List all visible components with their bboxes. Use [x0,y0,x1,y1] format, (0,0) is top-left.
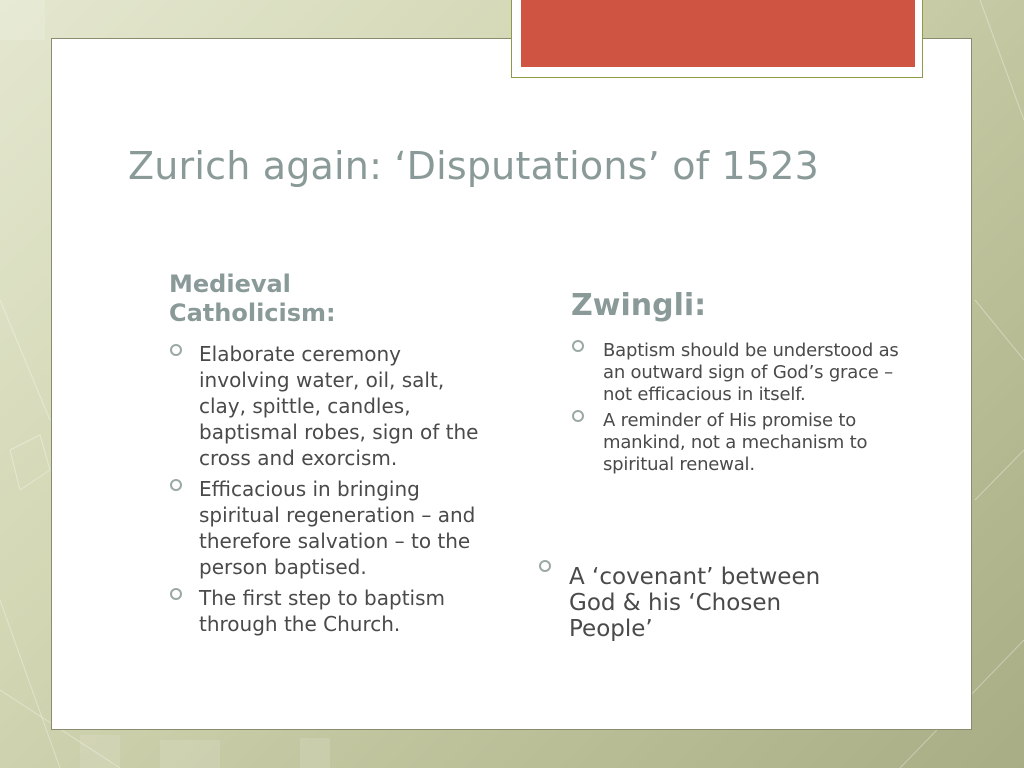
bullet-text: Efficacious in bringing spiritual regeneration – and therefore salvation – to the person baptised. [199,477,476,579]
bullet-text: A reminder of His promise to mankind, not a mechanism to spiritual renewal. [603,410,868,475]
list-item [603,340,903,406]
bullet-text: A ‘covenant’ between God & his ‘Chosen People’ [569,564,821,642]
covenant-bullet-list [569,564,859,642]
left-column-heading: Medieval Catholicism: [169,270,336,327]
circle-bullet-icon [170,479,182,491]
list-item [199,341,489,471]
circle-bullet-icon [170,588,182,600]
circle-bullet-icon [539,560,551,572]
left-column-bullets [199,341,489,642]
list-item [199,476,489,580]
right-column-bullets [603,340,903,480]
list-item [199,585,489,637]
circle-bullet-icon [170,344,182,356]
list-item [569,564,859,642]
slide-title: Zurich again: ‘Disputations’ of 1523 [128,144,820,188]
list-item [603,410,903,476]
bullet-text: Elaborate ceremony involving water, oil, salt, clay, spittle, candles, baptismal robes, sign of the cross and exorcism. [199,342,479,470]
accent-tab [521,0,915,67]
right-column-heading: Zwingli: [571,288,707,323]
bullet-text: Baptism should be understood as an outward sign of God’s grace – not efficacious in itself. [603,340,899,405]
bullet-text: The first step to baptism through the Church. [199,586,445,636]
circle-bullet-icon [572,340,584,352]
circle-bullet-icon [572,410,584,422]
